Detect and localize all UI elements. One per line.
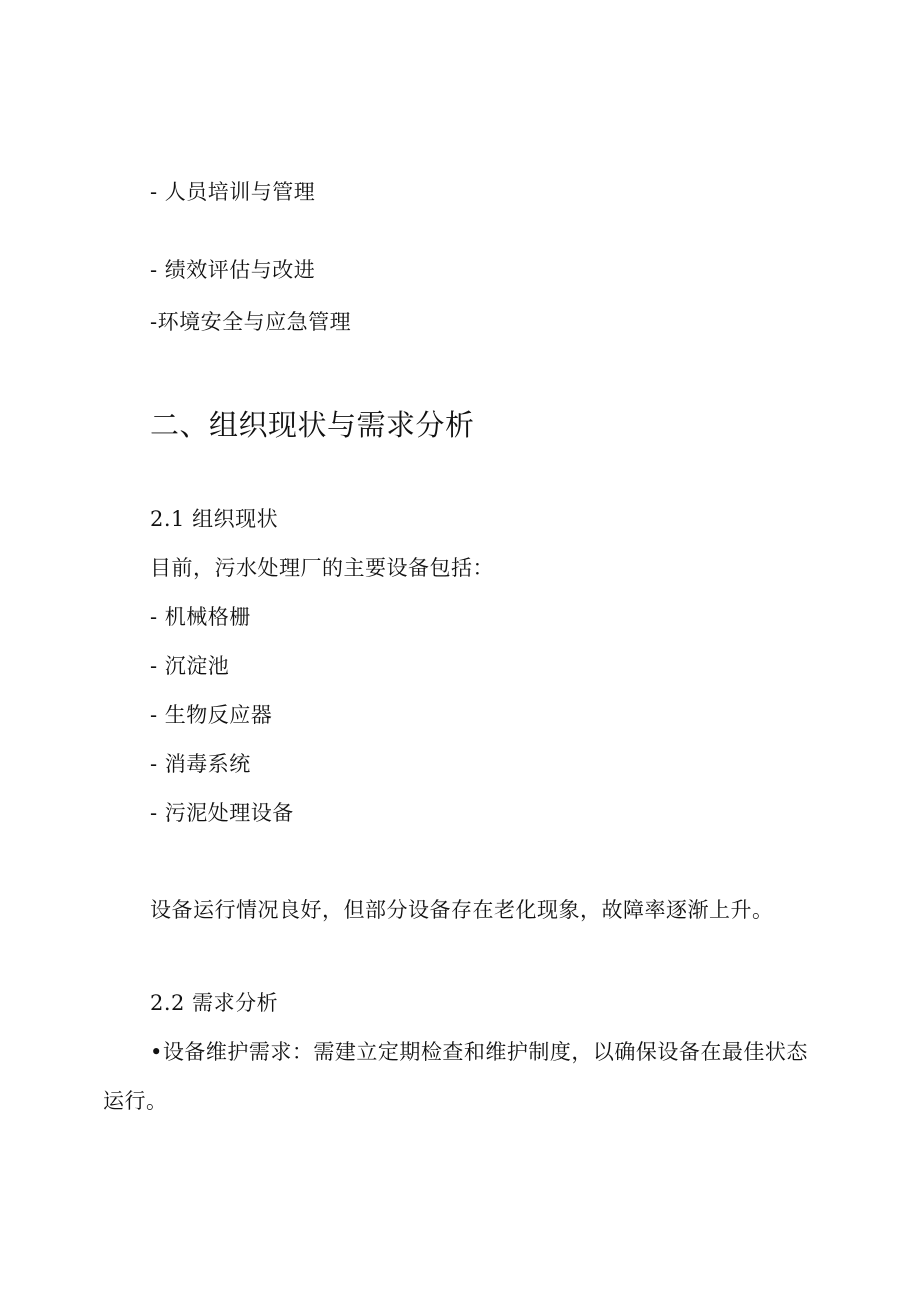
- section-heading: 二、组织现状与需求分析: [150, 408, 475, 442]
- equipment-item-sludge: - 污泥处理设备: [150, 801, 294, 825]
- top-list-item-training: - 人员培训与管理: [150, 180, 316, 204]
- maintenance-need-continuation: 运行。: [103, 1089, 168, 1113]
- equipment-item-bioreactor: - 生物反应器: [150, 703, 273, 727]
- equipment-item-disinfection: - 消毒系统: [150, 752, 251, 776]
- subsection-heading-needs: 2.2 需求分析: [150, 991, 279, 1015]
- top-list-item-performance: - 绩效评估与改进: [150, 258, 316, 282]
- equipment-summary: 设备运行情况良好，但部分设备存在老化现象，故障率逐渐上升。: [150, 898, 774, 922]
- top-list-item-safety: -环境安全与应急管理: [150, 310, 352, 334]
- maintenance-need-bullet: •设备维护需求：需建立定期检查和维护制度，以确保设备在最佳状态: [150, 1040, 808, 1064]
- equipment-item-grille: - 机械格栅: [150, 605, 251, 629]
- equipment-intro: 目前，污水处理厂的主要设备包括：: [150, 556, 494, 580]
- subsection-heading-status: 2.1 组织现状: [150, 507, 279, 531]
- equipment-item-sedimentation: - 沉淀池: [150, 654, 230, 678]
